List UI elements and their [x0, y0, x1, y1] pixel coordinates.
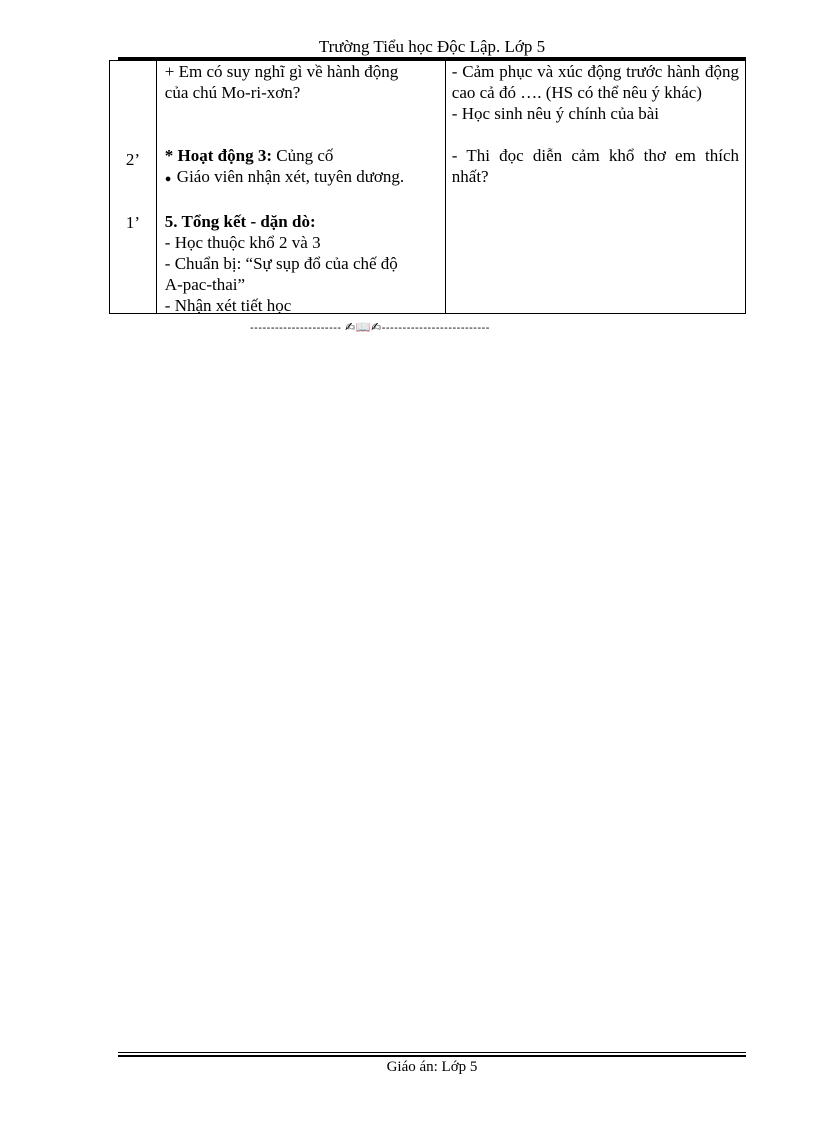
footer-rule: [118, 1052, 746, 1053]
time-cell: [110, 61, 157, 314]
table-row: [110, 61, 746, 314]
question-line: của chú Mo-ri-xơn?: [164, 83, 301, 102]
teacher-activity-cell: [156, 61, 445, 314]
pen-book-icon: ✍📖✍: [345, 320, 382, 334]
divider-dashes-right: --------------------------: [381, 322, 490, 334]
summary-item: - Nhận xét tiết học: [164, 296, 292, 313]
student-answer: - Thi đọc diễn cảm khổ thơ em thích nhất?: [451, 146, 739, 186]
bullet-icon: ●: [164, 173, 172, 185]
activity-3-heading: [165, 145, 441, 166]
activity-3-text: Củng cố: [272, 146, 334, 165]
page-header-title: Trường Tiểu học Độc Lập. Lớp 5: [318, 37, 546, 56]
summary-item: - Học thuộc khổ 2 và 3: [164, 233, 321, 252]
page-footer-text: Giáo án: Lớp 5: [386, 1059, 478, 1075]
lesson-plan-table: [109, 60, 746, 314]
student-answer: - Cảm phục và xúc động trước hành động cao cả đó …. (HS có thể nêu ý khác): [451, 62, 739, 102]
student-answer: - Học sinh nêu ý chính của bài: [451, 104, 660, 123]
summary-item: A-pac-thai”: [164, 275, 246, 294]
summary-item: - Chuẩn bị: “Sự sụp đổ của chế độ: [164, 254, 398, 273]
student-activity-cell: [445, 61, 745, 314]
summary-title: 5. Tổng kết - dặn dò:: [164, 212, 316, 231]
footer-rule: [118, 1055, 746, 1057]
divider-dashes-left: ----------------------: [250, 322, 342, 334]
section-divider: [250, 320, 610, 334]
activity-3-label: * Hoạt động 3:: [164, 146, 273, 165]
time-label: 1’: [125, 213, 141, 232]
praise-text: Giáo viên nhận xét, tuyên dương.: [176, 167, 405, 186]
bullet-item: [165, 166, 441, 190]
time-label: 2’: [125, 150, 141, 169]
question-line: + Em có suy nghĩ gì về hành động: [164, 62, 399, 81]
